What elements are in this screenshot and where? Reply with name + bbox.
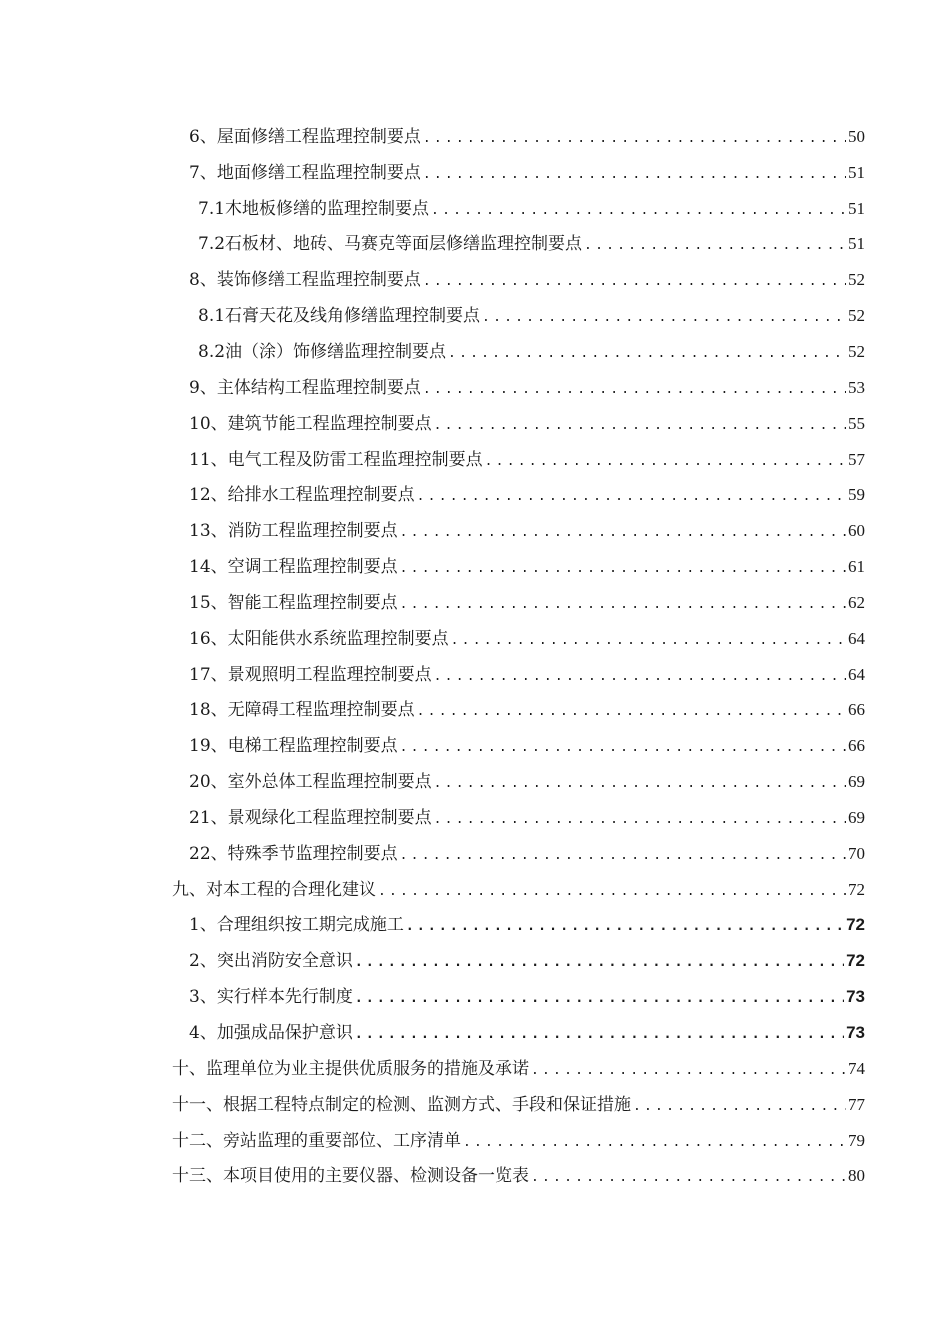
toc-entry[interactable] [0,944,950,980]
toc-page-number: 52 [848,306,865,326]
dot-leader [482,308,846,328]
toc-entry[interactable] [0,192,950,228]
toc-entry[interactable] [0,371,950,407]
toc-page-number: 66 [848,700,865,720]
toc-entry[interactable] [0,1016,950,1052]
toc-entry[interactable] [0,586,950,622]
toc-page-number: 51 [848,234,865,254]
toc-entry-label: 11、电气工程及防雷工程监理控制要点 [189,449,483,470]
dot-leader [355,989,844,1009]
dot-leader [355,953,844,973]
toc-entry[interactable] [0,156,950,192]
dot-leader [400,559,846,579]
toc-entry[interactable] [0,765,950,801]
toc-entry-label: 22、特殊季节监理控制要点 [189,843,398,864]
toc-page-number: 79 [848,1130,865,1150]
toc-entry[interactable] [0,980,950,1016]
toc-entry[interactable] [0,729,950,765]
toc-page-number: 72 [848,879,865,899]
toc-entry-label: 2、突出消防安全意识 [189,951,353,972]
dot-leader [400,738,846,758]
dot-leader [463,1133,846,1153]
toc-page-number: 64 [848,664,865,684]
dot-leader [417,487,846,507]
toc-page-number: 61 [848,557,865,577]
toc-page-number: 69 [848,807,865,827]
toc-entry-label: 8、装饰修缮工程监理控制要点 [189,270,421,291]
toc-entry[interactable] [0,1159,950,1195]
toc-page-number: 72 [846,915,865,935]
toc-entry-label: 16、太阳能供水系统监理控制要点 [189,628,449,649]
dot-leader [431,201,846,221]
dot-leader [355,1025,844,1045]
dot-leader [378,882,846,902]
dot-leader [423,380,846,400]
dot-leader [400,595,846,615]
toc-page-number: 60 [848,521,865,541]
dot-leader [633,1097,846,1117]
toc-entry[interactable] [0,622,950,658]
toc-page-number: 59 [848,485,865,505]
toc-page-number: 66 [848,736,865,756]
toc-entry[interactable] [0,801,950,837]
toc-page-number: 77 [848,1094,865,1114]
toc-entry[interactable] [0,1124,950,1160]
toc-entry[interactable] [0,514,950,550]
dot-leader [400,846,846,866]
toc-entry[interactable] [0,478,950,514]
toc-entry-label: 20、室外总体工程监理控制要点 [189,772,432,793]
toc-page-number: 80 [848,1166,865,1186]
toc-entry-label: 1、合理组织按工期完成施工 [189,915,404,936]
toc-entry-label: 7.1木地板修缮的监理控制要点 [198,198,430,219]
toc-entry-label: 21、景观绿化工程监理控制要点 [189,807,432,828]
toc-entry[interactable] [0,1052,950,1088]
dot-leader [423,165,846,185]
toc-page-number: 64 [848,628,865,648]
dot-leader [406,917,844,937]
dot-leader [434,667,846,687]
toc-entry-label: 8.1石膏天花及线角修缮监理控制要点 [198,306,481,327]
dot-leader [448,344,846,364]
toc-entry[interactable] [0,299,950,335]
toc-entry[interactable] [0,407,950,443]
toc-entry-label: 14、空调工程监理控制要点 [189,557,398,578]
toc-page-number: 69 [848,772,865,792]
dot-leader [417,702,846,722]
toc-page-number: 53 [848,377,865,397]
toc-entry[interactable] [0,335,950,371]
toc-page-number: 52 [848,270,865,290]
dot-leader [434,810,846,830]
toc-page-number: 50 [848,126,865,146]
toc-entry-label: 十、监理单位为业主提供优质服务的措施及承诺 [172,1058,529,1079]
toc-entry-label: 10、建筑节能工程监理控制要点 [189,413,432,434]
toc-entry[interactable] [0,837,950,873]
toc-entry-label: 6、屋面修缮工程监理控制要点 [189,126,421,147]
toc-entry[interactable] [0,228,950,264]
toc-entry[interactable] [0,263,950,299]
table-of-contents [0,120,950,1195]
toc-page-number: 73 [846,1023,865,1043]
toc-entry-label: 3、实行样本先行制度 [189,987,353,1008]
toc-entry[interactable] [0,550,950,586]
toc-entry-label: 9、主体结构工程监理控制要点 [189,377,421,398]
toc-entry[interactable] [0,443,950,479]
toc-entry-label: 十三、本项目使用的主要仪器、检测设备一览表 [172,1166,529,1187]
toc-entry[interactable] [0,1088,950,1124]
toc-entry-label: 19、电梯工程监理控制要点 [189,736,398,757]
toc-entry-label: 7.2石板材、地砖、马赛克等面层修缮监理控制要点 [198,234,583,255]
toc-page-number: 57 [848,449,865,469]
toc-entry[interactable] [0,694,950,730]
dot-leader [434,416,846,436]
toc-page-number: 74 [848,1058,865,1078]
toc-entry-label: 7、地面修缮工程监理控制要点 [189,162,421,183]
toc-entry-label: 17、景观照明工程监理控制要点 [189,664,432,685]
toc-entry-label: 4、加强成品保护意识 [189,1023,353,1044]
dot-leader [485,452,846,472]
toc-entry-label: 8.2油（涂）饰修缮监理控制要点 [198,341,447,362]
dot-leader [531,1168,846,1188]
dot-leader [434,774,846,794]
toc-page-number: 51 [848,162,865,182]
toc-page-number: 51 [848,198,865,218]
dot-leader [423,272,846,292]
toc-entry-label: 15、智能工程监理控制要点 [189,592,398,613]
toc-page-number: 55 [848,413,865,433]
toc-entry[interactable] [0,909,950,945]
toc-entry-label: 13、消防工程监理控制要点 [189,521,398,542]
toc-page-number: 62 [848,592,865,612]
toc-entry-label: 十一、根据工程特点制定的检测、监测方式、手段和保证措施 [172,1094,631,1115]
toc-entry[interactable] [0,658,950,694]
dot-leader [451,631,846,651]
toc-entry-label: 十二、旁站监理的重要部位、工序清单 [172,1130,461,1151]
toc-entry[interactable] [0,120,950,156]
toc-page-number: 70 [848,843,865,863]
toc-entry-label: 九、对本工程的合理化建议 [172,879,376,900]
dot-leader [400,523,846,543]
toc-entry[interactable] [0,873,950,909]
toc-page-number: 73 [846,987,865,1007]
toc-page-number: 72 [846,951,865,971]
toc-entry-label: 12、给排水工程监理控制要点 [189,485,415,506]
toc-page-number: 52 [848,341,865,361]
dot-leader [423,129,846,149]
toc-entry-label: 18、无障碍工程监理控制要点 [189,700,415,721]
dot-leader [584,236,846,256]
dot-leader [531,1061,846,1081]
